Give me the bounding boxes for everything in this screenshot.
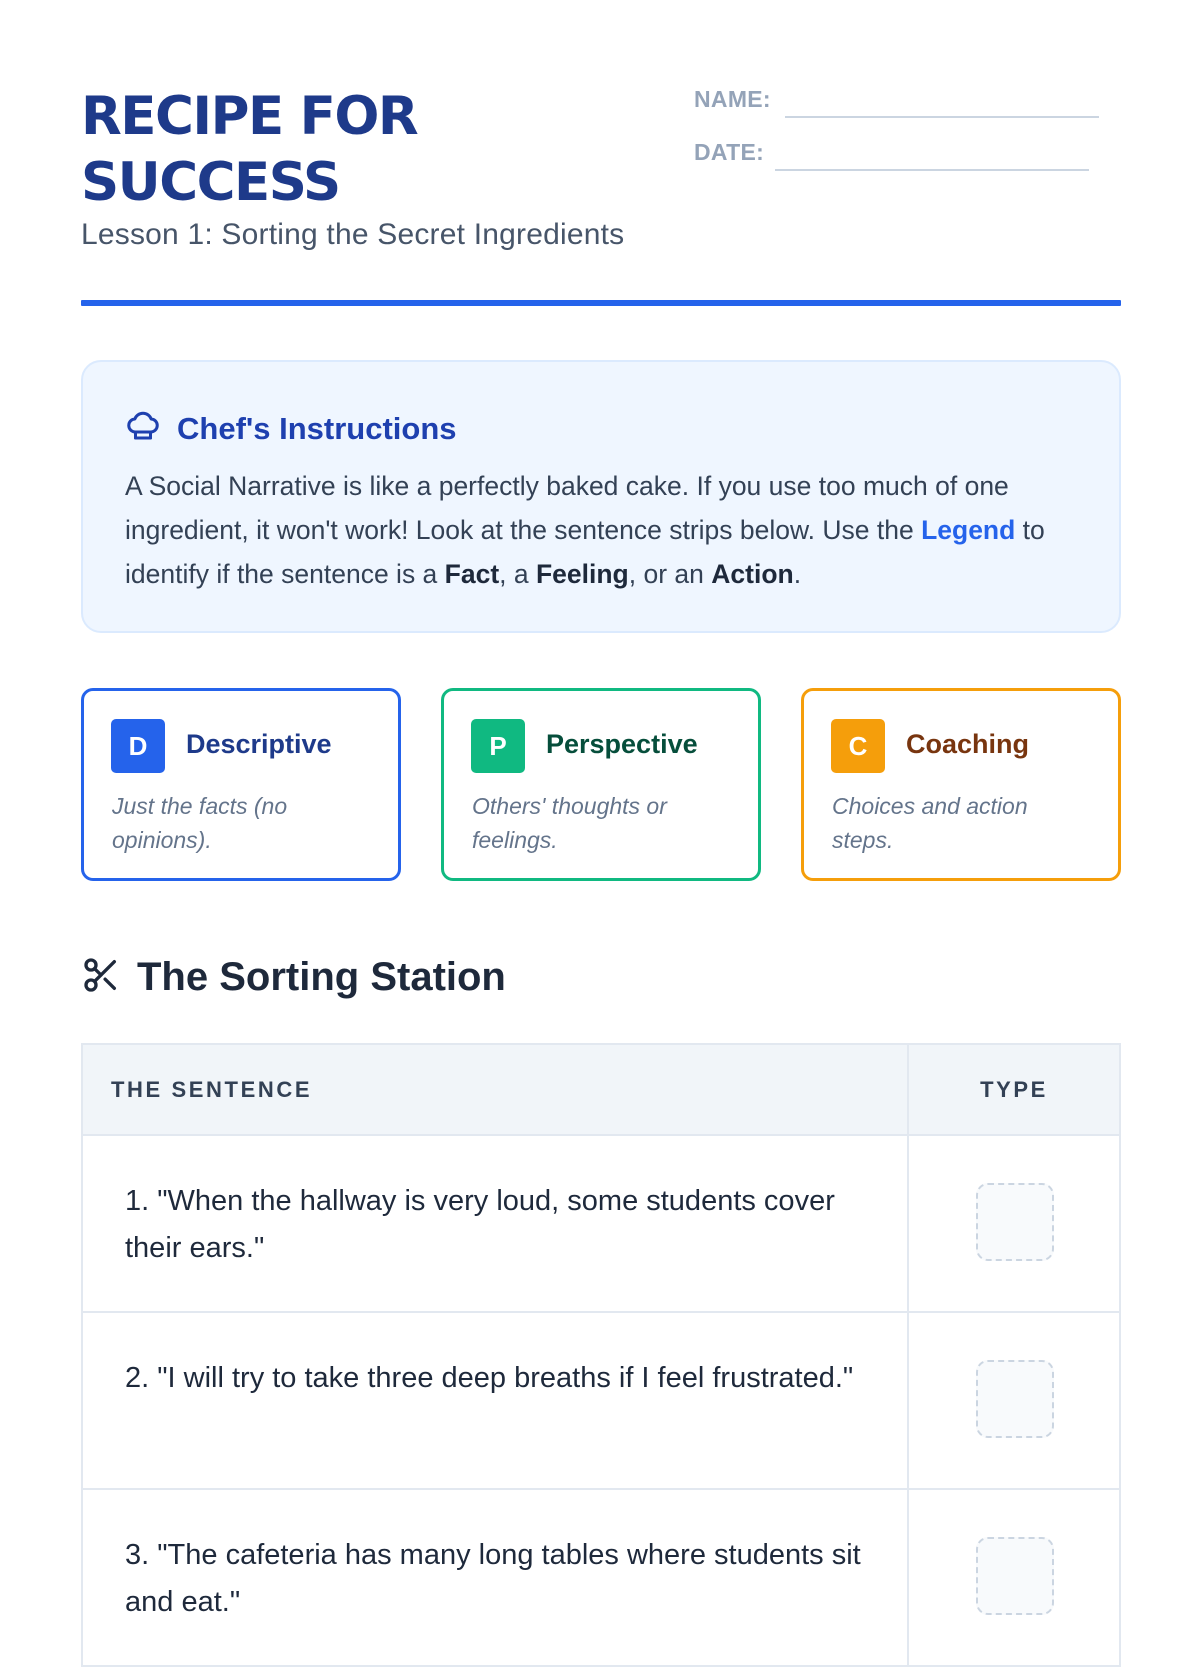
- instructions-text-part: A Social Narrative is like a perfectly baked cake. If you use too much of one ingredient, it won't work! Look at the sentence strips below. Use the: [125, 471, 1009, 545]
- sentence-cell: 1. "When the hallway is very loud, some students cover their ears.": [83, 1136, 909, 1311]
- perspective-description: Others' thoughts or feelings.: [472, 793, 667, 853]
- lesson-subtitle: Lesson 1: Sorting the Secret Ingredients: [81, 218, 625, 251]
- sentence-cell: 3. "The cafeteria has many long tables where students sit and eat.": [83, 1490, 909, 1665]
- table-row: [83, 1490, 1119, 1667]
- chef-hat-icon: [125, 408, 161, 449]
- instructions-title: Chef's Instructions: [177, 410, 457, 446]
- type-answer-slot[interactable]: [976, 1183, 1054, 1261]
- legend-card-perspective: [441, 688, 761, 881]
- section-title: The Sorting Station: [137, 955, 506, 999]
- sentence-cell: 2. "I will try to take three deep breaths if I feel frustrated.": [83, 1313, 909, 1488]
- sentence-column-header: THE SENTENCE: [83, 1045, 909, 1134]
- date-label: DATE:: [694, 139, 765, 165]
- title-line-1: RECIPE FOR: [81, 86, 418, 147]
- title-line-2: SUCCESS: [81, 152, 340, 213]
- type-answer-slot[interactable]: [976, 1537, 1054, 1615]
- type-cell: [909, 1136, 1119, 1311]
- chefs-instructions-box: [81, 360, 1121, 633]
- name-field[interactable]: [785, 116, 1099, 118]
- instructions-text-part: .: [793, 559, 802, 589]
- sorting-station-header: [81, 955, 506, 1000]
- table-header-row: [83, 1045, 1119, 1136]
- type-cell: [909, 1490, 1119, 1665]
- legend-card-descriptive: [81, 688, 401, 881]
- instructions-text-part: to identify if the sentence is a: [125, 515, 1045, 589]
- date-field[interactable]: [775, 169, 1089, 171]
- instructions-text-part: , a: [499, 559, 536, 589]
- action-keyword: Action: [711, 559, 794, 589]
- perspective-label: Perspective: [546, 729, 698, 759]
- perspective-badge: P: [471, 719, 525, 773]
- legend-card-coaching: [801, 688, 1121, 881]
- worksheet-page: [81, 0, 1120, 1618]
- instructions-header: [125, 408, 457, 449]
- type-column-header: TYPE: [980, 1076, 1048, 1102]
- coaching-description: Choices and action steps.: [832, 793, 1028, 853]
- instructions-text-part: , or an: [628, 559, 712, 589]
- descriptive-label: Descriptive: [186, 729, 332, 759]
- scissors-icon: [81, 955, 121, 1000]
- coaching-label: Coaching: [906, 729, 1030, 759]
- page-title: [81, 84, 641, 216]
- sorting-table: [81, 1043, 1121, 1667]
- feeling-keyword: Feeling: [535, 559, 629, 589]
- descriptive-description: Just the facts (no opinions).: [112, 793, 288, 853]
- type-cell: [909, 1313, 1119, 1488]
- table-row: [83, 1313, 1119, 1490]
- fact-keyword: Fact: [444, 559, 500, 589]
- descriptive-badge: D: [111, 719, 165, 773]
- legend-highlight: Legend: [921, 515, 1016, 545]
- name-label: NAME:: [694, 86, 771, 112]
- instructions-text: [125, 464, 1085, 596]
- table-row: [83, 1136, 1119, 1313]
- header-divider: [81, 300, 1121, 306]
- type-answer-slot[interactable]: [976, 1360, 1054, 1438]
- coaching-badge: C: [831, 719, 885, 773]
